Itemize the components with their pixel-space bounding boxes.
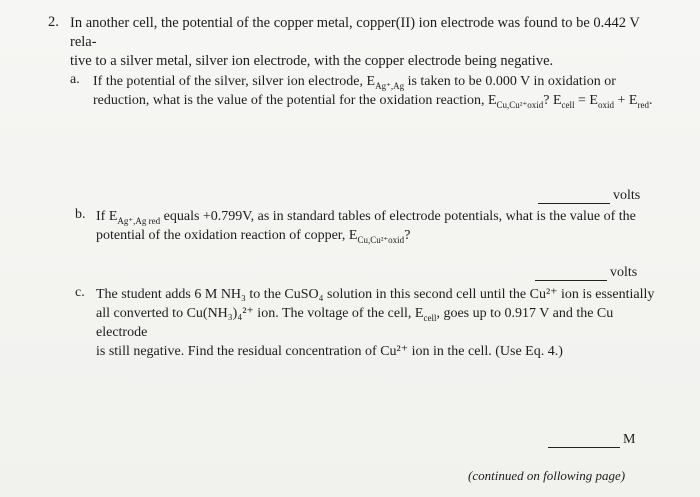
part-a-answer-blank[interactable] (538, 191, 610, 204)
part-b-text (96, 207, 656, 245)
question-text (70, 14, 660, 71)
part-a-answer-line[interactable] (538, 188, 640, 204)
part-a-label: a. (70, 72, 80, 87)
part-a-text (93, 72, 653, 110)
part-b-label: b. (75, 207, 86, 222)
question-line-1: In another cell, the potential of the copper metal, copper(II) ion electrode was found to be 0.442 V rela- (70, 15, 640, 50)
part-c-line-1: The student adds 6 M NH₃ to the CuSO₄ solution in this second cell until the Cu²⁺ ion is essentially (96, 287, 655, 302)
continued-footer: (continued on following page) (468, 468, 626, 483)
part-c-label: c. (75, 285, 85, 300)
part-b-line-2: potential of the oxidation reaction of copper, $E_{Cu,Cu^{2+}oxid}$? (96, 228, 411, 245)
part-b-line-1: If $E_{Ag^+,Ag red}$ equals +0.799V, as in standard tables of electrode potentials, what is the value of the (96, 209, 636, 226)
part-c-answer-blank[interactable] (548, 435, 620, 448)
part-b-answer-blank[interactable] (535, 268, 607, 281)
part-c-line-2: all converted to Cu(NH₃)₄²⁺ ion. The voltage of the cell, $E_{cell}$, goes up to 0.917 V and the Cu electrode (96, 306, 614, 340)
part-c-line-3: is still negative. Find the residual concentration of Cu²⁺ ion in the cell. (Use Eq. 4.) (96, 344, 563, 359)
part-c-answer-unit: M (623, 432, 636, 447)
part-a-line-2: reduction, what is the value of the potential for the oxidation reaction, $E_{Cu,Cu^{2+}oxid}$? $E_{cell} = E_{oxid} + E_{red}$. (93, 93, 653, 110)
part-a-line-1: If the potential of the silver, silver ion electrode, $E_{Ag^+,Ag}$ is taken to be 0.000 V in oxidation or (93, 74, 616, 91)
part-a-answer-unit: volts (613, 188, 641, 203)
part-c-answer-line[interactable] (548, 432, 635, 448)
part-b-answer-line[interactable] (535, 265, 637, 281)
question-number: 2. (48, 14, 59, 30)
part-c-text (96, 285, 666, 361)
part-b-answer-unit: volts (610, 265, 638, 280)
question-line-2: tive to a silver metal, silver ion electrode, with the copper electrode being negative. (70, 53, 554, 69)
